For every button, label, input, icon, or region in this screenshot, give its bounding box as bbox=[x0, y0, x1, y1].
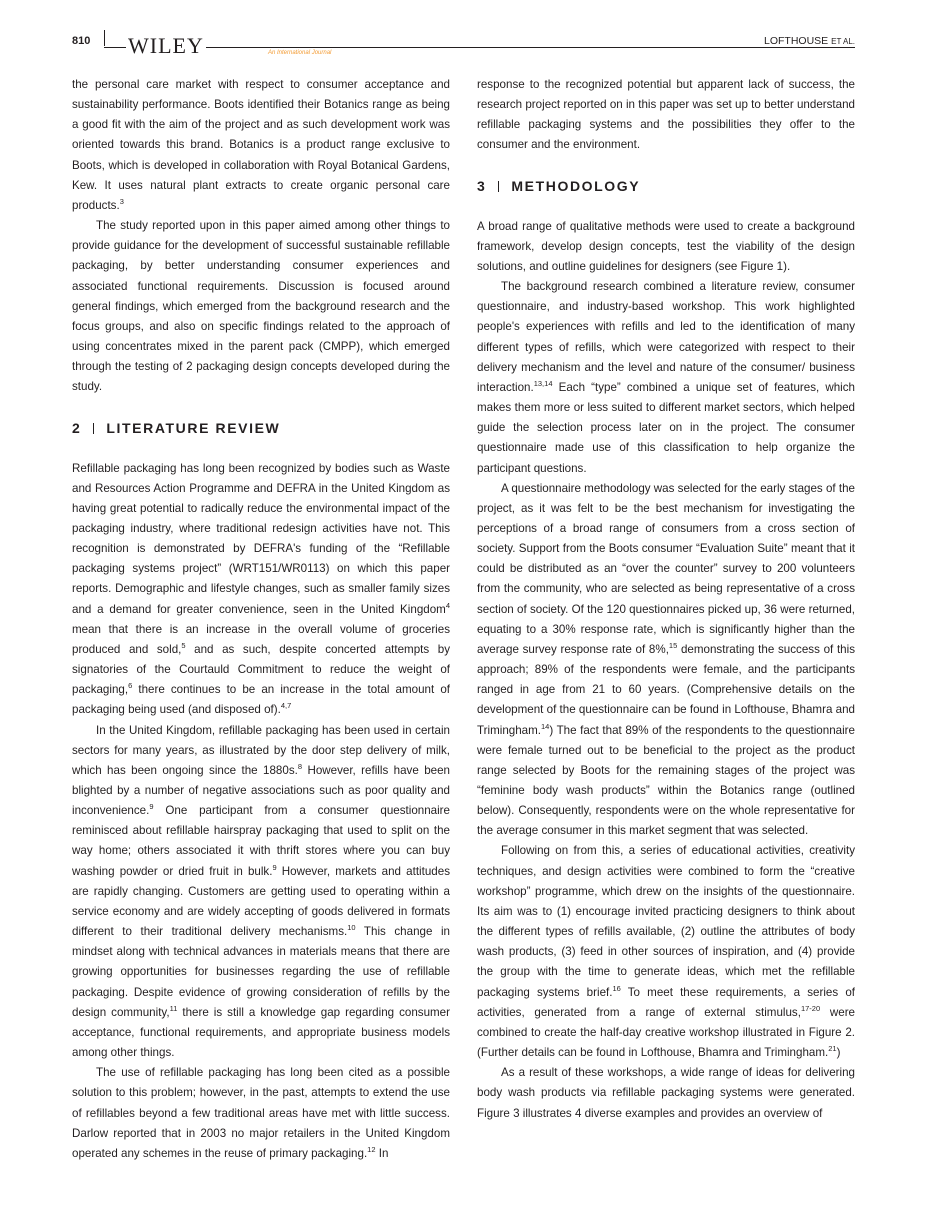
section-title: METHODOLOGY bbox=[511, 177, 641, 194]
citation-superscript: 16 bbox=[612, 983, 621, 993]
paragraph: The study reported upon in this paper aimed among other things to provide guidance for the development of successful sustainable refillable packaging, by better understanding consumer experiences and associated functional requirements. Discussion is focused around general findings, which emerged from the background research and the focus groups, and also on specific findings related to the approach of using concentrates mixed in the parent pack (CMPP), which emerged through the testing of 2 packaging design concepts developed during the study. bbox=[72, 219, 450, 394]
citation-superscript: 9 bbox=[149, 802, 154, 812]
paragraph: In the United Kingdom, refillable packaging has been used in certain sectors for many years, as illustrated by the door step delivery of milk, which has been ongoing since the 1880s.$^8$ However, refills have been blighted by a number of negative associations such as poor quality and inconvenience.$^9$ One participant from a consumer questionnaire reminisced about refillable hairspray packaging that used to split on the way home; others associated it with thrift stores where you can buy washing powder or dried fruit in bulk.$^9$ However, markets and attitudes are rapidly changing. Customers are getting used to operating within a service economy and are widely accepting of goods delivered in formats different to their traditional delivery mechanisms.$^{10}$ This change in mindset along with technical advances in materials means that there are growing opportunities for businesses regarding the use of refillable packaging. Despite evidence of growing consideration of refills by the design community,$^{11}$ there is still a knowledge gap regarding consumer acceptance, functional requirements, and appropriate business models among other things. bbox=[72, 723, 450, 1060]
paragraph: Refillable packaging has long been recognized by bodies such as Waste and Resources Action Programme and DEFRA in the United Kingdom as having great potential to radically reduce the environmental impact of the packaging industry, where traditional redesign activities have not. This recognition is demonstrated by DEFRA's funding of the “Refillable packaging systems project” (WRT151/WR0113) on which this paper reports. Demographic and lifestyle changes, such as smaller family sizes and a demand for greater convenience, seen in the United Kingdom$^4$ mean that there is an increase in the overall volume of groceries produced and sold,$^5$ and as such, despite concerted attempts by signatories of the Courtauld Commitment to reduce the weight of packaging,$^6$ there continues to be an increase in the total amount of packaging being used (and disposed of).$^{4,7}$ bbox=[72, 461, 451, 717]
paragraph: Following on from this, a series of educational activities, creativity techniques, and design activities were combined to form the “creative workshop” programme, which drew on the insights of the questionnaire. Its aim was to (1) encourage invited practicing designers to think about the different types of refills available, (2) outline the attributes of body wash products, (3) feed in other sources of inspiration, and (4) provide the group with the time to generate ideas, which met the refillable packaging systems brief.$^{16}$ To meet these requirements, a series of activities, generated from a range of external stimulus,$^{17-20}$ were combined to create the half-day creative workshop illustrated in Figure 2. (Further details can be found in Lofthouse, Bhamra and Trimingham.$^{21}$) bbox=[477, 844, 855, 1060]
citation-superscript: 21 bbox=[828, 1044, 837, 1054]
citation-superscript: 3 bbox=[119, 196, 124, 206]
header-divider bbox=[104, 30, 105, 46]
citation-superscript: 9 bbox=[272, 862, 277, 872]
running-head bbox=[760, 35, 855, 47]
citation-superscript: 13,14 bbox=[533, 378, 553, 388]
paragraph: A broad range of qualitative methods were used to create a background framework, develop design concepts, test the viability of the design solutions, and outline guidelines for designers (see Figure 1). bbox=[477, 219, 855, 273]
running-head-authors: LOFTHOUSE bbox=[764, 35, 829, 47]
section-number: 3 bbox=[477, 177, 487, 194]
citation-superscript: 5 bbox=[181, 640, 186, 650]
page-number: 810 bbox=[72, 35, 91, 47]
citation-superscript: 11 bbox=[169, 1003, 178, 1013]
citation-superscript: 8 bbox=[297, 761, 303, 771]
citation-superscript: 4 bbox=[445, 600, 450, 610]
section-heading bbox=[72, 418, 450, 438]
citation-superscript: 14 bbox=[541, 721, 550, 731]
publisher-logo: WILEY bbox=[128, 33, 204, 58]
right-column bbox=[477, 75, 855, 1124]
section-number: 2 bbox=[72, 419, 82, 436]
journal-tagline: An International Journal bbox=[268, 50, 332, 56]
paragraph: As a result of these workshops, a wide range of ideas for delivering body wash products via refillable packaging systems were generated. Figure 3 illustrates 4 diverse examples and provides an overview of bbox=[477, 1066, 855, 1120]
citation-superscript: 6 bbox=[128, 681, 133, 691]
paragraph: response to the recognized potential but apparent lack of success, the research project reported on in this paper was set up to better understand refillable packaging systems and the possibilities they offer to the consumer and the environment. bbox=[477, 78, 855, 152]
citation-superscript: 15 bbox=[668, 640, 678, 650]
heading-divider bbox=[93, 423, 94, 434]
paragraph: the personal care market with respect to consumer acceptance and sustainability performance. Boots identified their Botanics range as being a good fit with the aim of the project and as such development work was oriented towards this brand. Botanics is a product range exclusive to Boots, which is developed in collaboration with Royal Botanical Gardens, Kew. It uses natural plant extracts to create organic personal care products.$^3$ bbox=[72, 78, 450, 212]
heading-divider bbox=[498, 181, 499, 192]
citation-superscript: 12 bbox=[367, 1144, 376, 1154]
header-rule bbox=[104, 47, 855, 48]
section-heading bbox=[477, 176, 855, 196]
citation-superscript: 4,7 bbox=[280, 701, 292, 711]
paragraph: The use of refillable packaging has long been cited as a possible solution to this problem; however, in the past, attempts to extend the use of refillables beyond a few traditional areas have met with little success. Darlow reported that in 2003 no major retailers in the United Kingdom operated any schemes in the reuse of primary packaging.$^{12}$ In bbox=[72, 1066, 450, 1160]
citation-superscript: 17-20 bbox=[800, 1003, 821, 1013]
running-head-etal: ET AL. bbox=[831, 37, 855, 46]
paragraph: The background research combined a literature review, consumer questionnaire, and industry-based workshop. This work highlighted people's experiences with refills and led to the identification of many different types of refills, which were categorized with respect to their delivery mechanism and the level and nature of the consumer/ business interaction.$^{13,14}$ Each “type” combined a unique set of features, which makes them more or less suited to different market sectors, which helped guide the selection process later on in the project. The consumer questionnaire made use of this classification to help organize the participant questions. bbox=[477, 280, 855, 475]
paragraph: A questionnaire methodology was selected for the early stages of the project, as it was felt to be the best mechanism for investigating the perceptions of a broad range of consumers from a cross section of society. Support from the Boots consumer “Evaluation Suite” meant that it could be distributed as an “over the counter” survey to 200 volunteers from the community, who are selected as being representative of a cross section of society. Of the 120 questionnaires picked up, 36 were returned, equating to a 30% response rate, which is significantly higher than the average survey response rate of 8%,$^{15}$ demonstrating the success of this approach; 89% of the respondents were female, and the participants ranged in age from 21 to 60 years. (Comprehensive details on the development of the questionnaire can be found in Lofthouse, Bhamra and Trimingham.$^{14}$) The fact that 89% of the respondents to the questionnaire were female turned out to be beneficial to the project as the product range selected by Boots for the remaining stages of the project was “feminine body wash products” within the Botanics range (outlined below). Consequently, respondents were on the whole representative for the average consumer in this market segment that was selected. bbox=[477, 481, 855, 838]
section-title: LITERATURE REVIEW bbox=[106, 419, 281, 436]
left-column bbox=[72, 75, 450, 1164]
citation-superscript: 10 bbox=[347, 923, 356, 933]
page-header bbox=[72, 30, 855, 58]
